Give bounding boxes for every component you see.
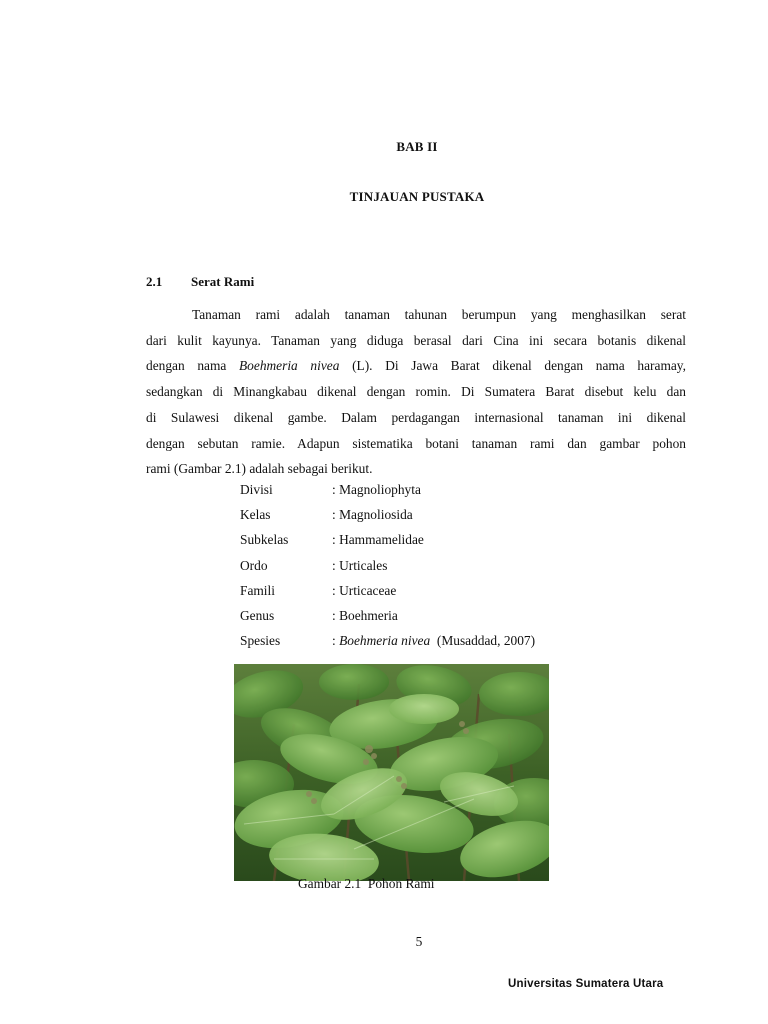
section-number: 2.1 [146,274,163,289]
taxonomy-row [240,480,535,505]
taxonomy-row [240,581,535,606]
taxonomy-value: : Magnoliophyta [332,482,421,497]
page-number: 5 [415,934,423,949]
body-paragraph [146,302,686,482]
chapter-title: TINJAUAN PUSTAKA [349,189,485,204]
scientific-name: Boehmeria nivea [239,358,340,374]
taxonomy-rank: Divisi [240,482,273,497]
taxonomy-value: : Hammamelidae [332,532,424,548]
figure-caption: Gambar 2.1 Pohon Rami [298,876,435,891]
taxonomy-value: : Magnoliosida [332,507,413,523]
taxonomy-value: : Boehmeria [332,607,398,623]
paragraph-text: dengan nama [146,358,239,374]
taxonomy-rank: Spesies [240,633,281,649]
species-name: Boehmeria nivea [339,633,431,649]
section-heading [146,274,254,290]
taxonomy-rank: Ordo [240,557,268,573]
taxonomy-value: : Urticaceae [332,582,397,598]
taxonomy-row [240,556,535,581]
paragraph-line: Tanaman rami adalah tanaman tahunan berumpun yang menghasilkan serat [192,307,686,322]
taxonomy-row [240,631,535,656]
paragraph-line [146,353,686,379]
taxonomy-rank: Famili [240,582,275,598]
taxonomy-rank: Genus [240,607,275,623]
taxonomy-prefix: : [332,633,340,649]
paragraph-line: rami (Gambar 2.1) adalah sebagai berikut. [146,461,373,477]
species-citation: (Musaddad, 2007) [430,633,536,649]
taxonomy-row [240,530,535,555]
paragraph-line: dengan sebutan ramie. Adapun sistematika botani tanaman rami dan gambar pohon [146,435,686,451]
taxonomy-value [332,633,535,648]
paragraph-line: sedangkan di Minangkabau dikenal dengan romin. Di Sumatera Barat disebut kelu dan [146,384,686,400]
taxonomy-row [240,606,535,631]
paragraph-line: dari kulit kayunya. Tanaman yang diduga berasal dari Cina ini secara botanis dikenal [146,332,686,348]
institution-footer: Universitas Sumatera Utara [508,978,664,990]
paragraph-line: di Sulawesi dikenal gambe. Dalam perdagangan internasional tanaman ini dikenal [146,409,686,425]
taxonomy-rank: Subkelas [240,532,289,548]
section-title: Serat Rami [191,274,255,289]
taxonomy-list [240,480,535,656]
chapter-number: BAB II [396,139,438,154]
taxonomy-row [240,505,535,530]
ramie-plant-photo [234,664,549,881]
paragraph-text: (L). Di Jawa Barat dikenal dengan nama haramay, [339,358,686,374]
taxonomy-rank: Kelas [240,507,271,523]
taxonomy-value: : Urticales [332,557,388,573]
